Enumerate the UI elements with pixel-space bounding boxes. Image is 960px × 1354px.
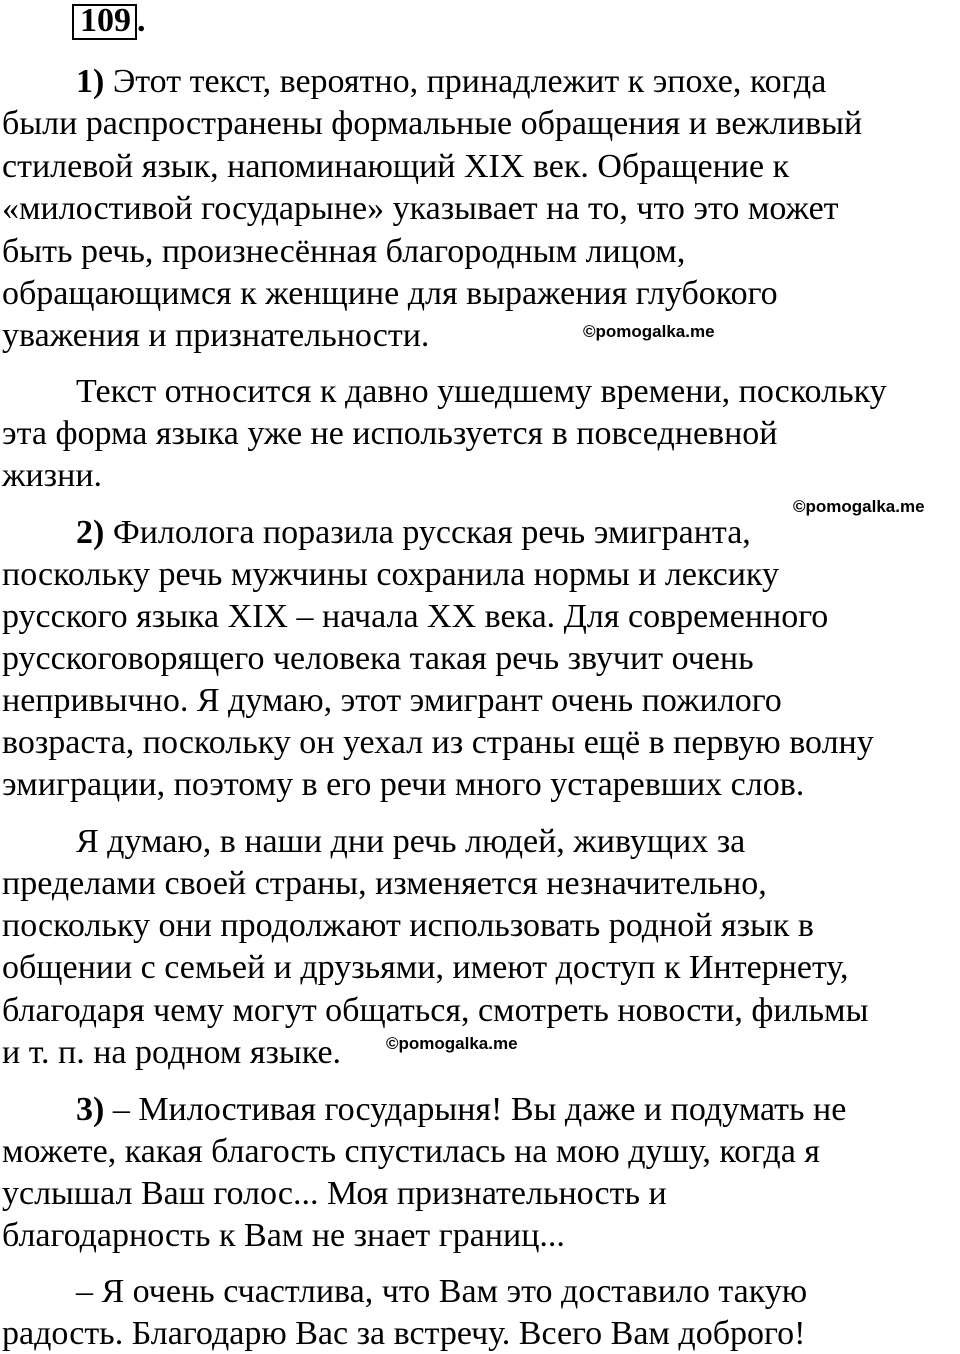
text-line: уважения и признательности. bbox=[2, 317, 430, 354]
text-line: можете, какая благость спустилась на мою душу, когда я bbox=[2, 1133, 820, 1170]
text-line: Я думаю, в наши дни речь людей, живущих за bbox=[76, 823, 746, 860]
item-marker: 1) bbox=[76, 63, 105, 100]
task-number bbox=[72, 4, 146, 40]
item-marker: 3) bbox=[76, 1091, 105, 1128]
watermark: ©pomogalka.me bbox=[583, 322, 715, 341]
text-line: возраста, поскольку он уехал из страны ещё в первую волну bbox=[2, 724, 874, 761]
text-line: эта форма языка уже не используется в повседневной bbox=[2, 415, 778, 452]
text-line: русскоговорящего человека такая речь звучит очень bbox=[2, 640, 754, 677]
text-line: услышал Ваш голос... Моя признательность и bbox=[2, 1175, 667, 1212]
text-line: стилевой язык, напоминающий XIX век. Обращение к bbox=[2, 148, 790, 185]
task-number-dot: . bbox=[137, 2, 146, 39]
text-line: Текст относится к давно ушедшему времени, поскольку bbox=[76, 373, 887, 410]
text-line: – Я очень счастлива, что Вам это доставило такую bbox=[76, 1273, 808, 1310]
text-line: были распространены формальные обращения и вежливый bbox=[2, 105, 863, 142]
text-line: быть речь, произнесённая благородным лицом, bbox=[2, 233, 686, 270]
text-line: обращающимся к женщине для выражения глубокого bbox=[2, 275, 778, 312]
text-line: благодаря чему могут общаться, смотреть новости, фильмы bbox=[2, 992, 869, 1029]
text-line: и т. п. на родном языке. bbox=[2, 1034, 342, 1071]
text-line: 2) Филолога поразила русская речь эмигранта, bbox=[76, 514, 751, 551]
text-line: «милостивой государыне» указывает на то, что это может bbox=[2, 190, 839, 227]
text-line: благодарность к Вам не знает границ... bbox=[2, 1217, 565, 1254]
item-marker: 2) bbox=[76, 514, 105, 551]
watermark: ©pomogalka.me bbox=[386, 1034, 518, 1053]
text-line: эмиграции, поэтому в его речи много устаревших слов. bbox=[2, 766, 805, 803]
text-line: 1) Этот текст, вероятно, принадлежит к эпохе, когда bbox=[76, 63, 827, 100]
text-line: поскольку они продолжают использовать родной язык в bbox=[2, 907, 814, 944]
watermark: ©pomogalka.me bbox=[793, 497, 925, 516]
text-line: общении с семьей и друзьями, имеют доступ к Интернету, bbox=[2, 949, 849, 986]
text-line: радость. Благодарю Вас за встречу. Всего Вам доброго! bbox=[2, 1315, 806, 1352]
task-number-box: 109 bbox=[72, 4, 137, 40]
text-line: поскольку речь мужчины сохранила нормы и лексику bbox=[2, 556, 779, 593]
text-line: пределами своей страны, изменяется незначительно, bbox=[2, 865, 767, 902]
text-line: русского языка XIX – начала XX века. Для современного bbox=[2, 598, 829, 635]
text-line: 3) – Милостивая государыня! Вы даже и подумать не bbox=[76, 1091, 847, 1128]
text-line: непривычно. Я думаю, этот эмигрант очень пожилого bbox=[2, 682, 782, 719]
text-line: жизни. bbox=[2, 457, 103, 494]
